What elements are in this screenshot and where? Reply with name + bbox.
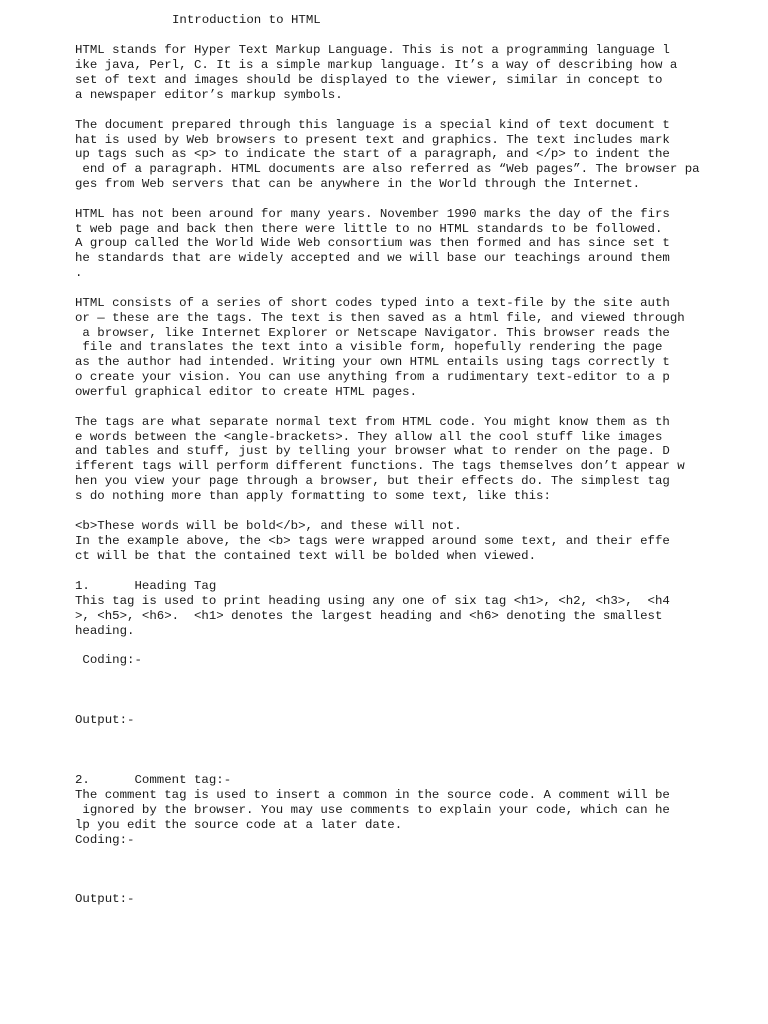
- section-1-line-3: heading.: [75, 624, 135, 638]
- paragraph-5-line-4: ifferent tags will perform different functions. The tags themselves don’t appear w: [75, 459, 685, 473]
- paragraph-3-line-1: HTML has not been around for many years. November 1990 marks the day of the firs: [75, 207, 670, 221]
- paragraph-1-line-3: set of text and images should be displayed to the viewer, similar in concept to: [75, 73, 663, 87]
- paragraph-3-line-4: he standards that are widely accepted and we will base our teachings around them: [75, 251, 670, 265]
- paragraph-4-line-4: file and translates the text into a visible form, hopefully rendering the page: [75, 340, 663, 354]
- paragraph-1-line-2: ike java, Perl, C. It is a simple markup language. It’s a way of describing how a: [75, 58, 678, 72]
- paragraph-2-line-2: hat is used by Web browsers to present text and graphics. The text includes mark: [75, 133, 670, 147]
- section-2-coding-label: Coding:-: [75, 833, 135, 847]
- paragraph-4-line-6: o create your vision. You can use anything from a rudimentary text-editor to a p: [75, 370, 670, 384]
- paragraph-4-line-3: a browser, like Internet Explorer or Netscape Navigator. This browser reads the: [75, 326, 670, 340]
- paragraph-6-line-3: ct will be that the contained text will be bolded when viewed.: [75, 549, 537, 563]
- paragraph-2-line-5: ges from Web servers that can be anywhere in the World through the Internet.: [75, 177, 641, 191]
- paragraph-4-line-5: as the author had intended. Writing your own HTML entails using tags correctly t: [75, 355, 670, 369]
- section-2-line-1: The comment tag is used to insert a common in the source code. A comment will be: [75, 788, 670, 802]
- paragraph-6-line-2: In the example above, the <b> tags were wrapped around some text, and their effe: [75, 534, 670, 548]
- paragraph-3-line-3: A group called the World Wide Web consortium was then formed and has since set t: [75, 236, 670, 250]
- paragraph-5-line-3: and tables and stuff, just by telling your browser what to render on the page. D: [75, 444, 670, 458]
- section-1-line-1: This tag is used to print heading using any one of six tag <h1>, <h2, <h3>, <h4: [75, 594, 670, 608]
- document-title: Introduction to HTML: [172, 13, 321, 27]
- paragraph-2-line-4: end of a paragraph. HTML documents are also referred as “Web pages”. The browser pa: [75, 162, 700, 176]
- section-1-output-label: Output:-: [75, 713, 135, 727]
- section-2-output-label: Output:-: [75, 892, 135, 906]
- paragraph-4-line-1: HTML consists of a series of short codes typed into a text-file by the site auth: [75, 296, 670, 310]
- paragraph-4-line-2: or — these are the tags. The text is then saved as a html file, and viewed through: [75, 311, 685, 325]
- paragraph-4-line-7: owerful graphical editor to create HTML pages.: [75, 385, 418, 399]
- paragraph-2-line-3: up tags such as <p> to indicate the start of a paragraph, and </p> to indent the: [75, 147, 670, 161]
- paragraph-5-line-2: e words between the <angle-brackets>. They allow all the cool stuff like images: [75, 430, 663, 444]
- section-1-coding-label: Coding:-: [75, 653, 142, 667]
- paragraph-3-line-2: t web page and back then there were little to no HTML standards to be followed.: [75, 222, 663, 236]
- section-2-line-2: ignored by the browser. You may use comments to explain your code, which can he: [75, 803, 670, 817]
- paragraph-5-line-5: hen you view your page through a browser, but their effects do. The simplest tag: [75, 474, 670, 488]
- paragraph-5-line-6: s do nothing more than apply formatting to some text, like this:: [75, 489, 551, 503]
- paragraph-3-line-5: .: [75, 266, 83, 280]
- paragraph-2-line-1: The document prepared through this language is a special kind of text document t: [75, 118, 670, 132]
- section-2-line-3: lp you edit the source code at a later date.: [75, 818, 403, 832]
- section-2-heading: 2. Comment tag:-: [75, 773, 232, 787]
- paragraph-6-line-1: <b>These words will be bold</b>, and these will not.: [75, 519, 462, 533]
- section-1-line-2: >, <h5>, <h6>. <h1> denotes the largest heading and <h6> denoting the smallest: [75, 609, 663, 623]
- paragraph-1-line-4: a newspaper editor’s markup symbols.: [75, 88, 343, 102]
- paragraph-1-line-1: HTML stands for Hyper Text Markup Language. This is not a programming language l: [75, 43, 670, 57]
- paragraph-5-line-1: The tags are what separate normal text from HTML code. You might know them as th: [75, 415, 670, 429]
- section-1-heading: 1. Heading Tag: [75, 579, 217, 593]
